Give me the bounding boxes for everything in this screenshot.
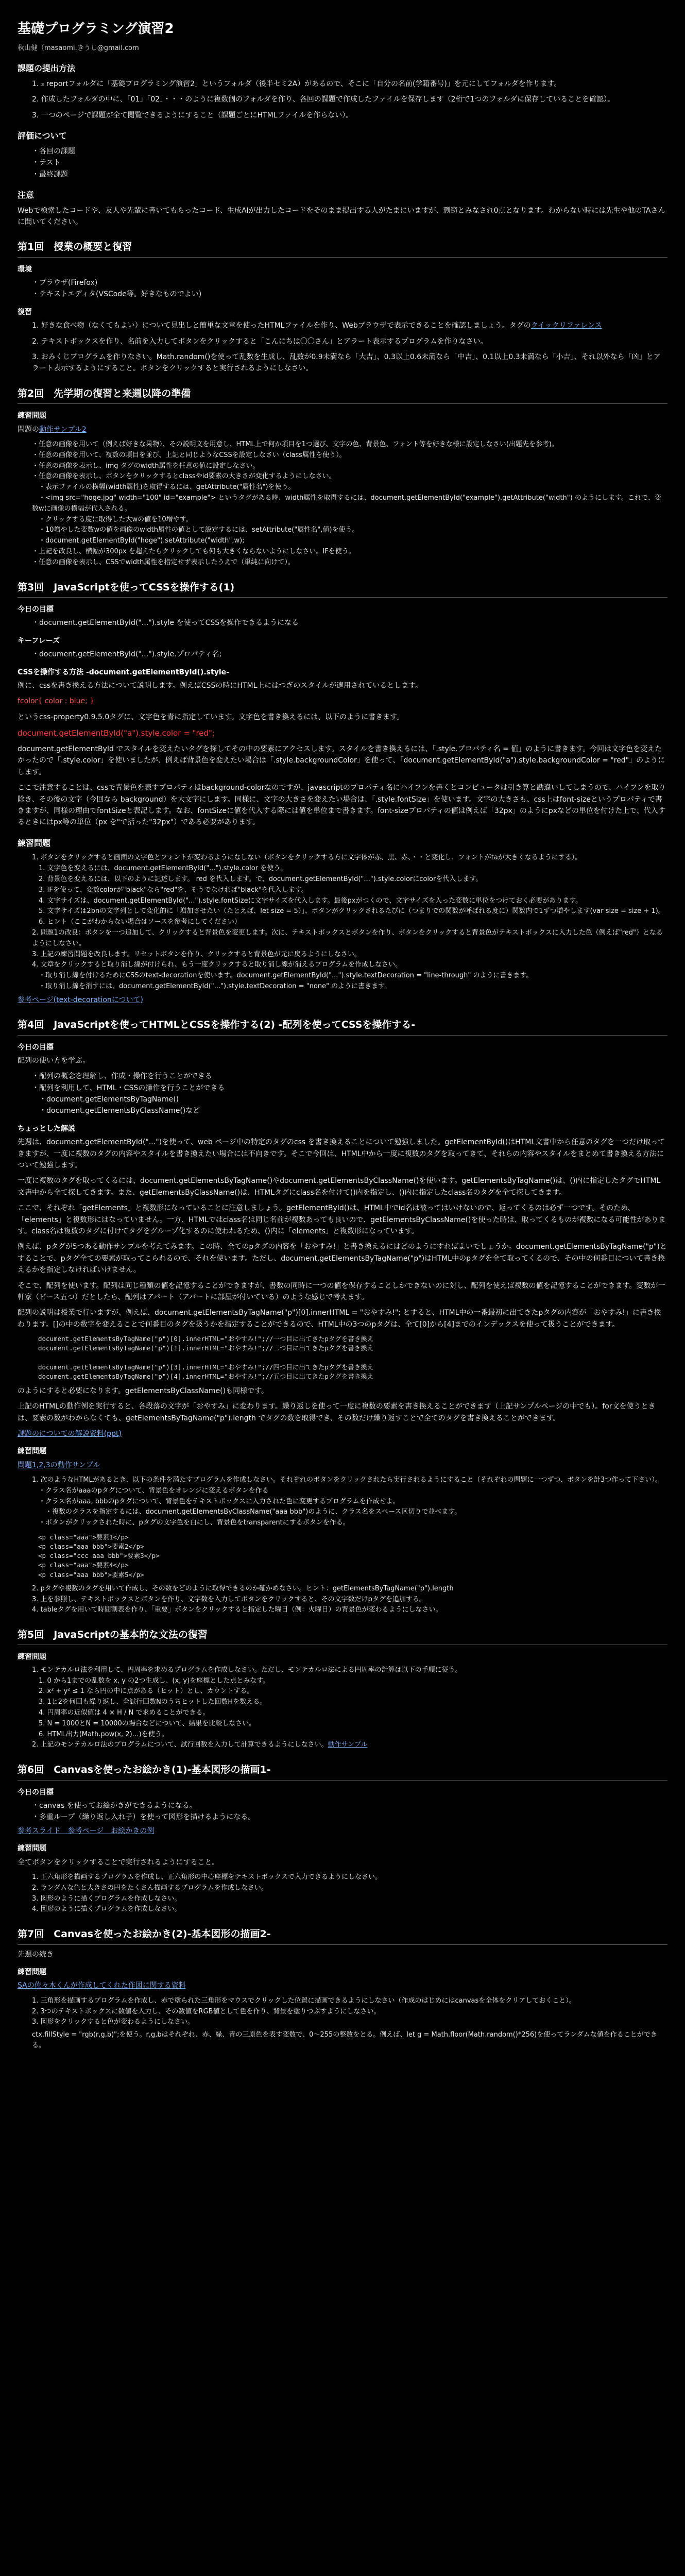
week4-practice-list — [32, 1475, 667, 1529]
week5-practice-list — [32, 1665, 667, 1751]
list-item: 4. 図形のように描くプログラムを作成しなさい。 — [32, 1905, 181, 1913]
list-item: 1. モンテカルロ法を利用して、円周率を求めるプログラムを作成しなさい。ただし、モンテカルロ法による円周率の計算は以下の手順に従う。 — [32, 1666, 462, 1674]
list-item: ・document.getElementsByClassName()など — [32, 1107, 200, 1115]
paragraph: 配列の使い方を学ぶ。 — [18, 1056, 90, 1065]
practice-heading: 練習問題 — [18, 838, 51, 848]
list-item: 4. tableタグを用いて時間割表を作り、「重要」ボタンをクリックすると指定した曜日（例：火曜日）の背景色が変わるようにしなさい。 — [32, 1606, 442, 1614]
list-item: 2. 背景色を変えるには、以下のように記述します。 red を代入します。で、document.getElementById("...").style.colorにcolorを代入します。 — [32, 875, 483, 883]
list-item — [32, 1740, 667, 1751]
html-code-block — [38, 1533, 667, 1580]
week3-practice-list — [32, 853, 667, 992]
list-item: ・canvas を使ってお絵かきができるようになる。 — [32, 1802, 197, 1810]
code-line: document.getElementsByTagName("p")[4].innerHTML="おやすみ!";//五つ目に出てきたpタグを書き換え — [38, 1372, 374, 1380]
list-item: 5. N = 1000とN = 10000の場合などについて、結果を比較しなさい。 — [32, 1719, 256, 1727]
code-line: document.getElementsByTagName("p")[3].innerHTML="おやすみ!";//四つ目に出てきたpタグを書き換え — [38, 1363, 374, 1371]
list-item: ・document.getElementById("...").style.プロパティ名; — [32, 650, 222, 659]
list-item: 3. IFを使って、変数colorが"black"なら"red"を、そうでなければ"black"を代入します。 — [32, 886, 308, 894]
code-line: <p class="aaa">要素1</p> — [38, 1533, 129, 1541]
list-item: ・上記を改良し、横幅が300px を超えたらクリックしても何も大きくならないようにしなさい。IFを使う。 — [32, 547, 355, 555]
section-heading-evaluation: 評価について — [18, 131, 67, 141]
sa-material-link[interactable]: SAの佐々木くんが作成してくれた作図に関する資料 — [18, 1981, 186, 1990]
list-item: 3. 一つのページで課題が全て閲覧できるようにすること（課題ごとにHTMLファイルを作らない）。 — [32, 111, 353, 120]
list-item-text: 2. 上記のモンテカルロ法のプログラムについて、試行回数を入力して計算できるようにしなさい。 — [32, 1741, 328, 1749]
week2-list — [32, 439, 667, 568]
code-line: document.getElementsByTagName("p")[0].innerHTML="おやすみ!";//一つ目に出てきたpタグを書き換え — [38, 1335, 374, 1343]
js-example-code: document.getElementById("a").style.color = "red"; — [18, 728, 215, 738]
paragraph: document.getElementById でスタイルを変えたいタグを探してその中の要素にアクセスします。スタイルを書き換えるには、「.style.プロパティ名 = 値」のように書きます。今回は文字色を変えたかったので「.style.color」を使いましたが、例えば背景色を変えたい場合は「.style.backgroundColor」を使って、「document.getElementById("a").style.backgroundColor = "red"」のようにします。 — [18, 745, 665, 776]
list-item: 1. 正六角形を描画するプログラムを作成し、正六角形の中心座標をテキストボックスで入力できるようにしなさい。 — [32, 1873, 382, 1881]
list-item: ・document.getElementById("hoge").setAttribute("width",w); — [32, 537, 245, 545]
list-item: ・最終課題 — [32, 170, 68, 179]
section-heading-submission: 課題の提出方法 — [18, 63, 76, 74]
paragraph: のようにすると必要になります。getElementsByClassName()も同様です。 — [18, 1386, 268, 1395]
paragraph: 上記のHTMLの動作例を実行すると、各段落の文字が「おやすみ」に変わります。繰り返しを使って一度に複数の要素を書き換えることができます（上記サンプルページの中でも）。for文を使うときは、要素の数がわからなくても、getElementsByTagName("p").length でタグの数を取得でき、その数だけ繰り返すことで全てのタグを書き換えることができます。 — [18, 1402, 656, 1422]
list-item: 3. 図形をクリックすると色が変わるようにしなさい。 — [32, 2018, 195, 2026]
paragraph: 配列の説明は授業で行いますが、例えば、document.getElementsByTagName("p")[0].innerHTML = "おやすみ!"; とすると、HTML中の一番最初に出てきたpタグの内容が「おやすみ!」に書き換わります。[]の中の数字を変えることで何番目のタグを扱うかを指定することができるので、HTML中の3つのpタグは、全て[0]から[4]までのインデックスを使って扱うことができます。 — [18, 1309, 661, 1329]
list-item-text: 1. 好きな食べ物（なくてもよい）について見出しと簡単な文章を使ったHTMLファイルを作り、Webブラウザで表示できることを確認しましょう。タグの — [32, 321, 531, 330]
list-item: ・10増やした変数wの値を画像のwidth属性の値として設定するには、setAttribute("属性名",値)を使う。 — [32, 526, 359, 534]
list-item: ・ボタンがクリックされた時に、pタグの文字色を白にし、背景色をtransparentにするボタンを作る。 — [32, 1519, 350, 1527]
sample-link[interactable]: 動作サンプル2 — [39, 425, 87, 434]
section-heading-notice: 注意 — [18, 190, 35, 200]
list-item: 5. 文字サイズは2bnの文字列として変化的に「増加させたい（たとえば、let size = 5）」、ボタンがクリックされるたびに（つまりでの関数が呼ばれる度に）関数内で1ずつ増やします(var size = size + 1)。 — [32, 907, 665, 916]
practice-label: 練習問題 — [18, 412, 46, 420]
sample-link[interactable]: 問題1,2,3の動作サンプル — [18, 1461, 100, 1469]
submission-list — [32, 78, 667, 121]
paragraph: というcss-property0.9.5.0タグに、文字色を青に指定しています。文字色を書き換えるには、以下のように書きます。 — [18, 713, 404, 721]
evaluation-list — [32, 146, 667, 180]
list-item: 1. 次のようなHTMLがあるとき、以下の条件を満たすプログラムを作成しなさい。それぞれのボタンをクリックされたら実行されるようにすること（それぞれの問題に一つずつ、ボタンを計3つ作って下さい）。 — [32, 1476, 662, 1484]
code-line: <p class="aaa">要素4</p> — [38, 1561, 129, 1569]
week6-heading: 第6回 Canvasを使ったお絵かき(1)-基本図形の描画1- — [18, 1762, 667, 1780]
env-label: 環境 — [18, 265, 32, 274]
list-item: ・任意の画像を用いて、複数の項目を並び、上記と同じようなCSSを設定しなさい（class属性を使う）。 — [32, 451, 346, 459]
paragraph: ここで注意することは、cssで背景色を表すプロパティはbackground-colorなのですが、javascriptのプロパティ名にハイフンを書くとコンピュータは引き算と勘違いしてしまうので、ハイフンを取り除き、その後の文字（今回なら background）を大文字にします。同様に、文字の大きさを変えたい場合は、「.style.fontSize」を使います。文字の大きさも、css上はfont-sizeというプロパティで書きますが、同様の理由でfontSizeと表記します。なお、fontSizeに値を代入する際には値を単位まで書きます。font-sizeプロパティの値は例えば「32px」のようにpxなどの単位を付けた上で、代入するときにはpx等の単位（px を"で括った"32px"）である必要があります。 — [18, 784, 666, 827]
practice-label: 練習問題 — [18, 1844, 46, 1853]
list-item: 2. ランダムな色と大きさの円をたくさん描画するプログラムを作成しなさい。 — [32, 1884, 268, 1892]
list-item: ・表示ファイルの横幅(width属性)を取得するには、getAttribute("属性名")を使う。 — [32, 483, 295, 492]
list-item: ・document.getElementsByTagName() — [32, 1095, 179, 1104]
today-label: 今日の目標 — [18, 605, 54, 614]
list-item: ・配列を利用して、HTML・CSSの操作を行うことができる — [32, 1083, 225, 1092]
paragraph: 先週の続き — [18, 1950, 54, 1959]
paragraph: 例に、cssを書き換える方法について説明します。例えばCSSの時にHTML上にはつぎのスタイルが適用されているとします。 — [18, 681, 422, 690]
quick-reference-link[interactable]: クイックリファレンス — [530, 321, 602, 330]
list-item: ・各回の課題 — [32, 147, 75, 156]
paragraph: 全てボタンをクリックすることで実行されるようにすること。 — [18, 1858, 219, 1867]
list-item: 1. ₃ reportフォルダに「基礎プログラミング演習2」というフォルダ（後半セミ2A）があるので、そこに「自分の名前(学籍番号)」を元にしてフォルダを作ります。 — [32, 79, 561, 88]
keyphrase-label: キーフレーズ — [18, 636, 60, 645]
sample-link[interactable]: 動作サンプル — [328, 1741, 368, 1749]
list-item: ・テキストエディタ(VSCode等。好きなものでよい) — [32, 290, 202, 299]
list-item: ・任意の画像を用いて（例えば好きな果物）、その説明文を用意し、HTML上で何か項目を1つ選び、文字の色、背景色、フォント等を好きな様に設定しなさい(出題先を参考)。 — [32, 440, 558, 448]
list-item: ・配列の概念を理解し、作成・操作を行うことができる — [32, 1072, 212, 1081]
env-list — [32, 277, 667, 300]
list-item: 1. 三角形を描画するプログラムを作成し、赤で塗られた三角形をマウスでクリックした位置に描画できるようにしなさい（作成のはじめにはcanvasを全体をクリアしておくこと）。 — [32, 1996, 576, 2005]
list-item: 2. 作成したフォルダの中に、「01」「02」・・・のように複数個のフォルダを作り、各回の課題で作成したファイルを保存します（2桁で1つのフォルダに保存していることを確認）。 — [32, 95, 615, 104]
week5-heading: 第5回 JavaScriptの基本的な文法の復習 — [18, 1627, 667, 1645]
explanation-ppt-link[interactable]: 課題のについての解説資料(ppt) — [18, 1429, 122, 1438]
rgb-note: ctx.fillStyle = "rgb(r,g,b)";を使う。r,g,bはそれぞれ、赤、緑、青の三原色を表す変数で、0～255の整数をとる。例えば、let g = Math.floor(Math.random()*256)を使ってランダムな値を作ることができる。 — [32, 2031, 657, 2049]
list-item: 4. 文章をクリックすると取り消し線が付けられ、もう一度クリックすると取り消し線が消えるプログラムを作成しなさい。 — [32, 961, 402, 969]
text-decoration-reference-link[interactable]: 参考ページ(text-decorationについて) — [18, 995, 143, 1004]
list-item: 2. 問題1の改良：ボタンを一つ追加して、クリックすると背景色を変更します。次に、テキストボックスとボタンを作り、ボタンをクリックすると背景色がテキストボックスに入力した色（例えば"red"）となるようにしなさい。 — [32, 928, 663, 947]
list-item: 3. 1と2を何回も繰り返し、全試行回数Nのうちヒットした回数Hを数える。 — [32, 1698, 267, 1706]
list-item: ・取り消し線を付けるためにCSSのtext-decorationを使います。document.getElementById("...").style.textDecoration = "line-through" のように書きます。 — [32, 972, 533, 980]
list-item: 3. 上を参照し、テキストボックスとボタンを作り、文字数を入力してボタンをクリックすると、その文字数だけpタグを追加する。 — [32, 1595, 426, 1603]
list-item: ・多重ループ（繰り返し入れ子）を使って図形を描けるようになる。 — [32, 1813, 255, 1822]
practice-label: 練習問題 — [18, 1968, 46, 1976]
paragraph: ここで、それぞれ「getElements」と複数形になっていることに注意しましょう。getElementById()は、HTML中でid名は被ってはいけないので、返ってくるのは必ず一つです。そのため、「elements」と複数形にはなっていません。一方、HTMLではclass名は同じ名前が複数あっても良いので、getElementsByClassName()を使った時は、取ってくるものが複数になる可能性があります。class名は複数のタグに付けてタグをグループ化するのに使われるため、()内に「elements」と複数形になっています。 — [18, 1204, 666, 1235]
list-item: ・<img src="hoge.jpg" width="100" id="example"> というタグがある時、width属性を取得するには、document.getElementById("example").getAttribute("width") のようにします。これで、変数wに画像の横幅が代入される。 — [32, 494, 661, 513]
list-item: 1. ボタンをクリックすると画面の文字色とフォントが変わるようになしない（ボタンをクリックする方に文字体が赤、黒、赤、・・と変化し、フォントがtaが大きくなるようにする）。 — [32, 854, 582, 862]
today-label: 今日の目標 — [18, 1788, 54, 1797]
paragraph: 先週は、document.getElementById("...")を使って、web ページ中の特定のタグのcss を書き換えることについて勉強しました。getElementById()はHTML文書中から任意のタグを一つだけ取ってきますが、一度に複数のタグの内容やスタイルを書き換えたい場合には不向きです。そこで今回は、HTML中から一度に複数のタグを取ってきて、それらの内容やスタイルをまとめて書き換える方法について勉強します。 — [18, 1138, 665, 1170]
list-item: 6. HTML出力(Math.pow(x, 2)…)を使う。 — [32, 1730, 168, 1738]
practice-label: 練習問題 — [18, 1653, 46, 1662]
practice-intro — [18, 424, 667, 435]
list-item: 2. x² + y² ≤ 1 なら円の中に点がある（ヒット）とし、カウントする。 — [32, 1687, 254, 1696]
list-item: 1. 0 から1までの乱数を x, y の2つ生成し、(x, y)を座標とした点とみなす。 — [32, 1676, 270, 1685]
review-list — [32, 320, 667, 375]
author-line: 秋山健（masaomi.きうし@gmail.com — [18, 44, 139, 52]
list-item: 2. 3つのテキストボックスに数値を入力し、その数値をRGB値として色を作り、背景を塗りつぶすようにしなさい。 — [32, 2007, 381, 2015]
list-item: 3. 上記の練習問題を改良します。リセットボタンを作り、クリックすると背景色が元に戻るようにしなさい。 — [32, 950, 361, 958]
list-item: ・任意の画像を表示し、CSSでwidth属性を指定せず表示したうえで（単純に向けて）。 — [32, 558, 295, 566]
reference-links[interactable]: 参考スライド 参考ページ お絵かきの例 — [18, 1826, 155, 1835]
week2-heading: 第2回 先学期の復習と来週以降の準備 — [18, 386, 667, 404]
week4-practice-list-2 — [32, 1584, 667, 1616]
code-block — [38, 1334, 667, 1381]
week4-goals — [32, 1071, 667, 1117]
week6-goals — [32, 1800, 667, 1823]
list-item: 3. おみくじプログラムを作りなさい。Math.random()を使って乱数を生成し、乱数が0.9未満なら「大吉」、0.3以上0.6未満なら「中吉」、0.1以上0.3未満なら「小吉」、それ以外なら「凶」とアラート表示するようにすること。ボタンをクリックすると実行されるようにしなさい。 — [32, 353, 661, 373]
paragraph: 一度に複数のタグを取ってくるには、document.getElementsByTagName()やdocument.getElementsByClassName()を使います。getElementsByTagName()は、()内に指定したタグでHTML文書中から全て探してきます。また、getElementsByClassName()は、HTMLタグにclass名を付けて()内を指定し、()内に指定したclass名のタグを全て探してきます。 — [18, 1177, 661, 1197]
list-item: ・複数のクラスを指定するには、document.getElementsByClassName("aaa bbb")のように、クラス名をスペース区切りで並べます。 — [32, 1508, 461, 1516]
week6-practice-list — [32, 1872, 667, 1915]
list-item: ・任意の画像を表示し、img タグのwidth属性を任意の値に設定しなさい。 — [32, 462, 260, 470]
list-item: 2. pタグや複数のタグを用いて作成し、その数をどのように取得できるのか確かめなさい。ヒント：getElementsByTagName("p").length — [32, 1584, 454, 1592]
list-item: ・document.getElementById("...").style を使ってCSSを操作できるようになる — [32, 619, 299, 628]
code-line: <p class="aaa bbb">要素2</p> — [38, 1543, 144, 1551]
paragraph: 例えば、pタグが5つある動作サンプルを考えてみます。この時、全てのpタグの内容を「おやすみ!」と書き換えるにはどのようにすればよいでしょうか。document.getElementsByTagName("p")とすることで、pタグ全ての要素が取ってこられるので、それを使います。ただし、document.getElementsByTagName("p")はHTML中のpタグを全て取ってくるので、その中の何番目について書き換えるかを指定しなければいけません。 — [18, 1243, 667, 1275]
week1-heading: 第1回 授業の概要と復習 — [18, 239, 667, 257]
paragraph: そこで、配列を使います。配列は同じ種類の値を記憶することができますが、書数の同時に一つの値を保存することしかできないのに対し、配列を使えば複数の値を記憶することができます。変数が一軒家（ピース五つ）だとしたら、配列はアパート（アパートに部屋が付いている）のような感じで考えます。 — [18, 1281, 665, 1301]
list-item: ・取り消し線を消すには、document.getElementById("...").style.textDecoration = "none" のように書きます。 — [32, 982, 391, 990]
today-label: 今日の目標 — [18, 1043, 54, 1052]
list-item: ・クラス名がaaa, bbbのpタグについて、背景色をテキストボックスに入力された色に変更するプログラムを作成せよ。 — [32, 1497, 400, 1505]
list-item: ・ブラウザ(Firefox) — [32, 279, 98, 287]
explain-label: ちょっとした解説 — [18, 1124, 75, 1133]
page-title: 基礎プログラミング演習2 — [18, 21, 174, 37]
list-item: 1. 文字色を変えるには、document.getElementById("...").style.color を使う。 — [32, 865, 287, 873]
list-item: ・クラス名がaaaのpタグについて、背景色をオレンジに変えるボタンを作る — [32, 1486, 269, 1495]
code-line: <p class="ccc aaa bbb">要素3</p> — [38, 1552, 160, 1560]
code-line: <p class="aaa bbb">要素5</p> — [38, 1570, 144, 1579]
review-label: 復習 — [18, 308, 32, 316]
list-item: 3. 図形のように描くプログラムを作成しなさい。 — [32, 1894, 181, 1903]
list-item: 4. 文字サイズは、document.getElementById("...").style.fontSizeに文字サイズを代入します。最後pxがつくので、文字サイズを入った変数に単位をつけておく必要があります。 — [32, 896, 583, 905]
code-line: document.getElementsByTagName("p")[1].innerHTML="おやすみ!";//二つ目に出てきたpタグを書き換え — [38, 1344, 374, 1352]
list-item: ・任意の画像を表示し、ボタンをクリックするとclassやid要素の大きさが変化するようにしなさい。 — [32, 472, 336, 481]
practice-label: 練習問題 — [18, 1447, 46, 1456]
week7-heading: 第7回 Canvasを使ったお絵かき(2)-基本図形の描画2- — [18, 1926, 667, 1944]
list-item: ・テスト — [32, 159, 61, 167]
week4-heading: 第4回 JavaScriptを使ってHTMLとCSSを操作する(2) -配列を使ってCSSを操作する- — [18, 1017, 667, 1035]
practice-intro-text: 問題の — [18, 425, 39, 434]
list-item: ・クリックする度に取得した大wの値を10増やす。 — [32, 515, 193, 523]
css-method-heading: CSSを操作する方法 -document.getElementById().style- — [18, 668, 229, 676]
list-item — [32, 320, 667, 331]
notice-text: Webで検索したコードや、友人や先輩に書いてもらったコード、生成AIが出力したコードをそのまま提出する人がたまにいますが、剽窃とみなされ0点となります。わからない時には先生や他のTAさんに聞いてください。 — [18, 206, 665, 226]
list-item: 6. ヒント（ここがわからない場合はソースを参考にしてください） — [32, 918, 241, 926]
list-item: 4. 円周率の近似値は 4 × H / N で求めることができる。 — [32, 1709, 210, 1717]
css-example-code: fcolor{ color : blue; } — [18, 697, 95, 706]
week7-practice-list — [32, 1996, 667, 2028]
list-item: 2. テキストボックスを作り、名前を入力してボタンをクリックすると「こんにちは〇〇さん」とアラート表示するプログラムを作りなさい。 — [32, 337, 488, 346]
week3-heading: 第3回 JavaScriptを使ってCSSを操作する(1) — [18, 580, 667, 598]
